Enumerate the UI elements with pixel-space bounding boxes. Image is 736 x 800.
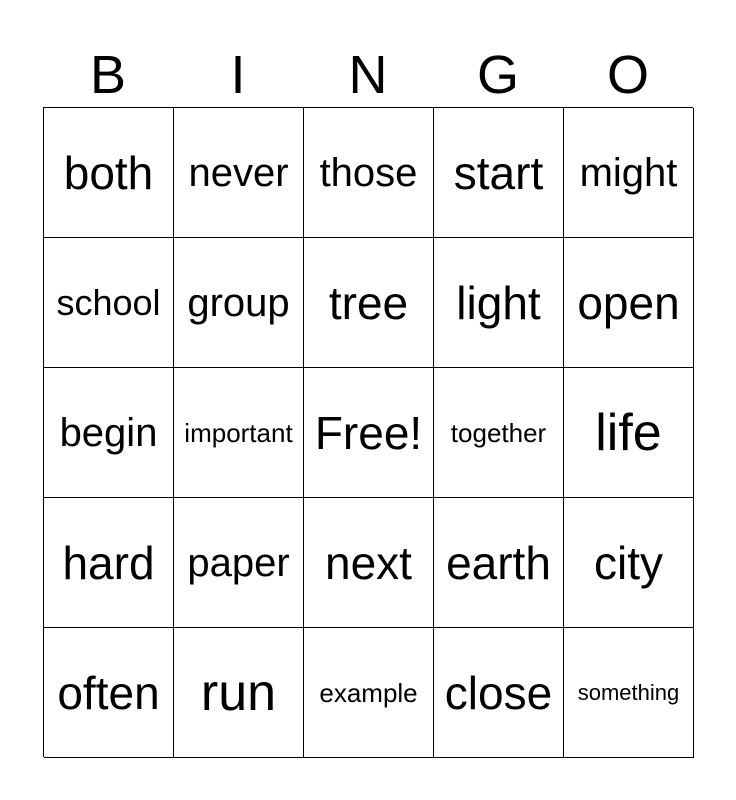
bingo-cell-r1-c2[interactable]: never bbox=[174, 108, 304, 238]
bingo-cell-r4-c2[interactable]: paper bbox=[174, 498, 304, 628]
bingo-cell-r5-c5[interactable]: something bbox=[564, 628, 694, 758]
bingo-cell-r2-c2[interactable]: group bbox=[174, 238, 304, 368]
header-letter-n: N bbox=[348, 45, 388, 105]
header-letter-b: B bbox=[89, 45, 127, 105]
bingo-cell-r1-c3[interactable]: those bbox=[304, 108, 434, 238]
bingo-cell-r3-c2[interactable]: important bbox=[174, 368, 304, 498]
header-letter-o: O bbox=[606, 45, 649, 105]
bingo-cell-r5-c2[interactable]: run bbox=[174, 628, 304, 758]
bingo-header bbox=[43, 44, 693, 106]
bingo-cell-r4-c1[interactable]: hard bbox=[44, 498, 174, 628]
bingo-cell-r3-c1[interactable]: begin bbox=[44, 368, 174, 498]
bingo-cell-free[interactable]: Free! bbox=[304, 368, 434, 498]
bingo-cell-r1-c5[interactable]: might bbox=[564, 108, 694, 238]
bingo-cell-r3-c4[interactable]: together bbox=[434, 368, 564, 498]
header-letter-g: G bbox=[476, 45, 519, 105]
bingo-cell-r4-c5[interactable]: city bbox=[564, 498, 694, 628]
bingo-cell-r2-c5[interactable]: open bbox=[564, 238, 694, 368]
bingo-cell-r4-c4[interactable]: earth bbox=[434, 498, 564, 628]
bingo-cell-r5-c3[interactable]: example bbox=[304, 628, 434, 758]
bingo-cell-r5-c1[interactable]: often bbox=[44, 628, 174, 758]
bingo-cell-r1-c1[interactable]: both bbox=[44, 108, 174, 238]
bingo-cell-r2-c3[interactable]: tree bbox=[304, 238, 434, 368]
bingo-cell-r2-c1[interactable]: school bbox=[44, 238, 174, 368]
bingo-card bbox=[43, 107, 693, 757]
bingo-cell-r4-c3[interactable]: next bbox=[304, 498, 434, 628]
bingo-cell-r1-c4[interactable]: start bbox=[434, 108, 564, 238]
bingo-cell-r5-c4[interactable]: close bbox=[434, 628, 564, 758]
bingo-cell-r3-c5[interactable]: life bbox=[564, 368, 694, 498]
bingo-cell-r2-c4[interactable]: light bbox=[434, 238, 564, 368]
header-letter-i: I bbox=[230, 45, 246, 105]
